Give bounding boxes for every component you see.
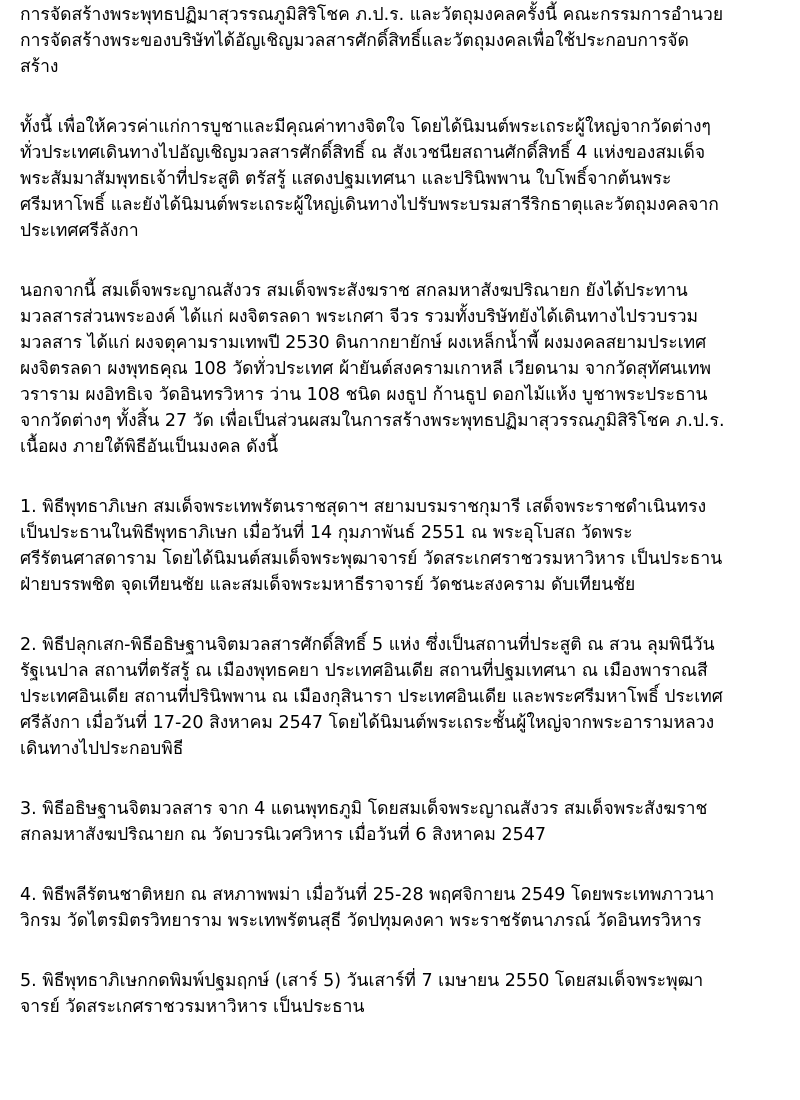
purpose-paragraph: ทั้งนี้ เพื่อให้ควรค่าแก่การบูชาและมีคุณค่าทางจิตใจ โดยได้นิมนต์พระเถระผู้ใหญ่จากวัดต่างๆ ทั่วประเทศเดินทางไปอัญเชิญมวลสารศักดิ์สิทธิ์ ณ สังเวชนียสถานศักดิ์สิทธิ์ 4 แห่งของสมเด็จ พระสัมมาสัมพุทธเจ้าที่ประสูติ ตรัสรู้ แสดงปฐมเทศนา และปรินิพพาน ใบโพธิ์จากต้นพระ ศรีมหาโพธิ์ และยังได้นิมนต์พระเถระผู้ใหญ่เดินทางไปรับพระบรมสารีริกธาตุและวัตถุมงคลจาก ประเทศศรีลังกา	[20, 117, 719, 241]
ceremony-item-5: 5. พิธีพุทธาภิเษกกดพิมพ์ปฐมฤกษ์ (เสาร์ 5) วันเสาร์ที่ 7 เมษายน 2550 โดยสมเด็จพระพุฒา จารย์ วัดสระเกศราชวรมหาวิหาร เป็นประธาน	[20, 971, 704, 1017]
ceremony-item-3: 3. พิธีอธิษฐานจิตมวลสาร จาก 4 แดนพุทธภูมิ โดยสมเด็จพระญาณสังวร สมเด็จพระสังฆราช สกลมหาสังฆปริณายก ณ วัดบวรนิเวศวิหาร เมื่อวันที่ 6 สิงหาคม 2547	[20, 799, 708, 845]
materials-paragraph: นอกจากนี้ สมเด็จพระญาณสังวร สมเด็จพระสังฆราช สกลมหาสังฆปริณายก ยังได้ประทาน มวลสารส่วนพระองค์ ได้แก่ ผงจิตรลดา พระเกศา จีวร รวมทั้งบริษัทยังได้เดินทางไปรวบรวม มวลสาร ได้แก่ ผงจตุคามรามเทพปี 2530 ดินกากยายักษ์ ผงเหล็กน้ำพี้ ผงมงคลสยามประเทศ ผงจิตรลดา ผงพุทธคุณ 108 วัดทั่วประเทศ ผ้ายันต์สงครามเกาหลี เวียดนาม จากวัดสุทัศนเทพ วราราม ผงอิทธิเจ วัดอินทรวิหาร ว่าน 108 ชนิด ผงธูป ก้านธูป ดอกไม้แห้ง บูชาพระประธาน จากวัดต่างๆ ทั้งสิ้น 27 วัด เพื่อเป็นส่วนผสมในการสร้างพระพุทธปฏิมาสุวรรณภูมิสิริโชค ภ.ป.ร. เนื้อผง ภายใต้พิธีอันเป็นมงคล ดังนี้	[20, 281, 725, 457]
ceremony-item-4: 4. พิธีพลีรัตนชาติหยก ณ สหภาพพม่า เมื่อวันที่ 25-28 พฤศจิกายน 2549 โดยพระเทพภาวนา วิกรม วัดไตรมิตรวิทยาราม พระเทพรัตนสุธี วัดปทุมคงคา พระราชรัตนาภรณ์ วัดอินทรวิหาร	[20, 885, 715, 931]
ceremony-item-1: 1. พิธีพุทธาภิเษก สมเด็จพระเทพรัตนราชสุดาฯ สยามบรมราชกุมารี เสด็จพระราชดำเนินทรง เป็นประธานในพิธีพุทธาภิเษก เมื่อวันที่ 14 กุมภาพันธ์ 2551 ณ พระอุโบสถ วัดพระ ศรีรัตนศาสดาราม โดยได้นิมนต์สมเด็จพระพุฒาจารย์ วัดสระเกศราชวรมหาวิหาร เป็นประธาน ฝ่ายบรรพชิต จุดเทียนชัย และสมเด็จพระมหาธีราจารย์ วัดชนะสงคราม ดับเทียนชัย	[20, 497, 723, 595]
intro-paragraph: การจัดสร้างพระพุทธปฏิมาสุวรรณภูมิสิริโชค ภ.ป.ร. และวัตถุมงคลครั้งนี้ คณะกรรมการอำนวย การจัดสร้างพระของบริษัทได้อัญเชิญมวลสารศักดิ์สิทธิ์และวัตถุมงคลเพื่อใช้ประกอบการจัด สร้าง	[20, 5, 724, 77]
ceremony-item-2: 2. พิธีปลุกเสก-พิธีอธิษฐานจิตมวลสารศักดิ์สิทธิ์ 5 แห่ง ซึ่งเป็นสถานที่ประสูติ ณ สวน ลุมพินีวัน รัฐเนปาล สถานที่ตรัสรู้ ณ เมืองพุทธคยา ประเทศอินเดีย สถานที่ปฐมเทศนา ณ เมืองพาราณสี ประเทศอินเดีย สถานที่ปรินิพพาน ณ เมืองกุสินารา ประเทศอินเดีย และพระศรีมหาโพธิ์ ประเทศ ศรีลังกา เมื่อวันที่ 17-20 สิงหาคม 2547 โดยได้นิมนต์พระเถระชั้นผู้ใหญ่จากพระอารามหลวง เดินทางไปประกอบพิธี	[20, 635, 723, 759]
